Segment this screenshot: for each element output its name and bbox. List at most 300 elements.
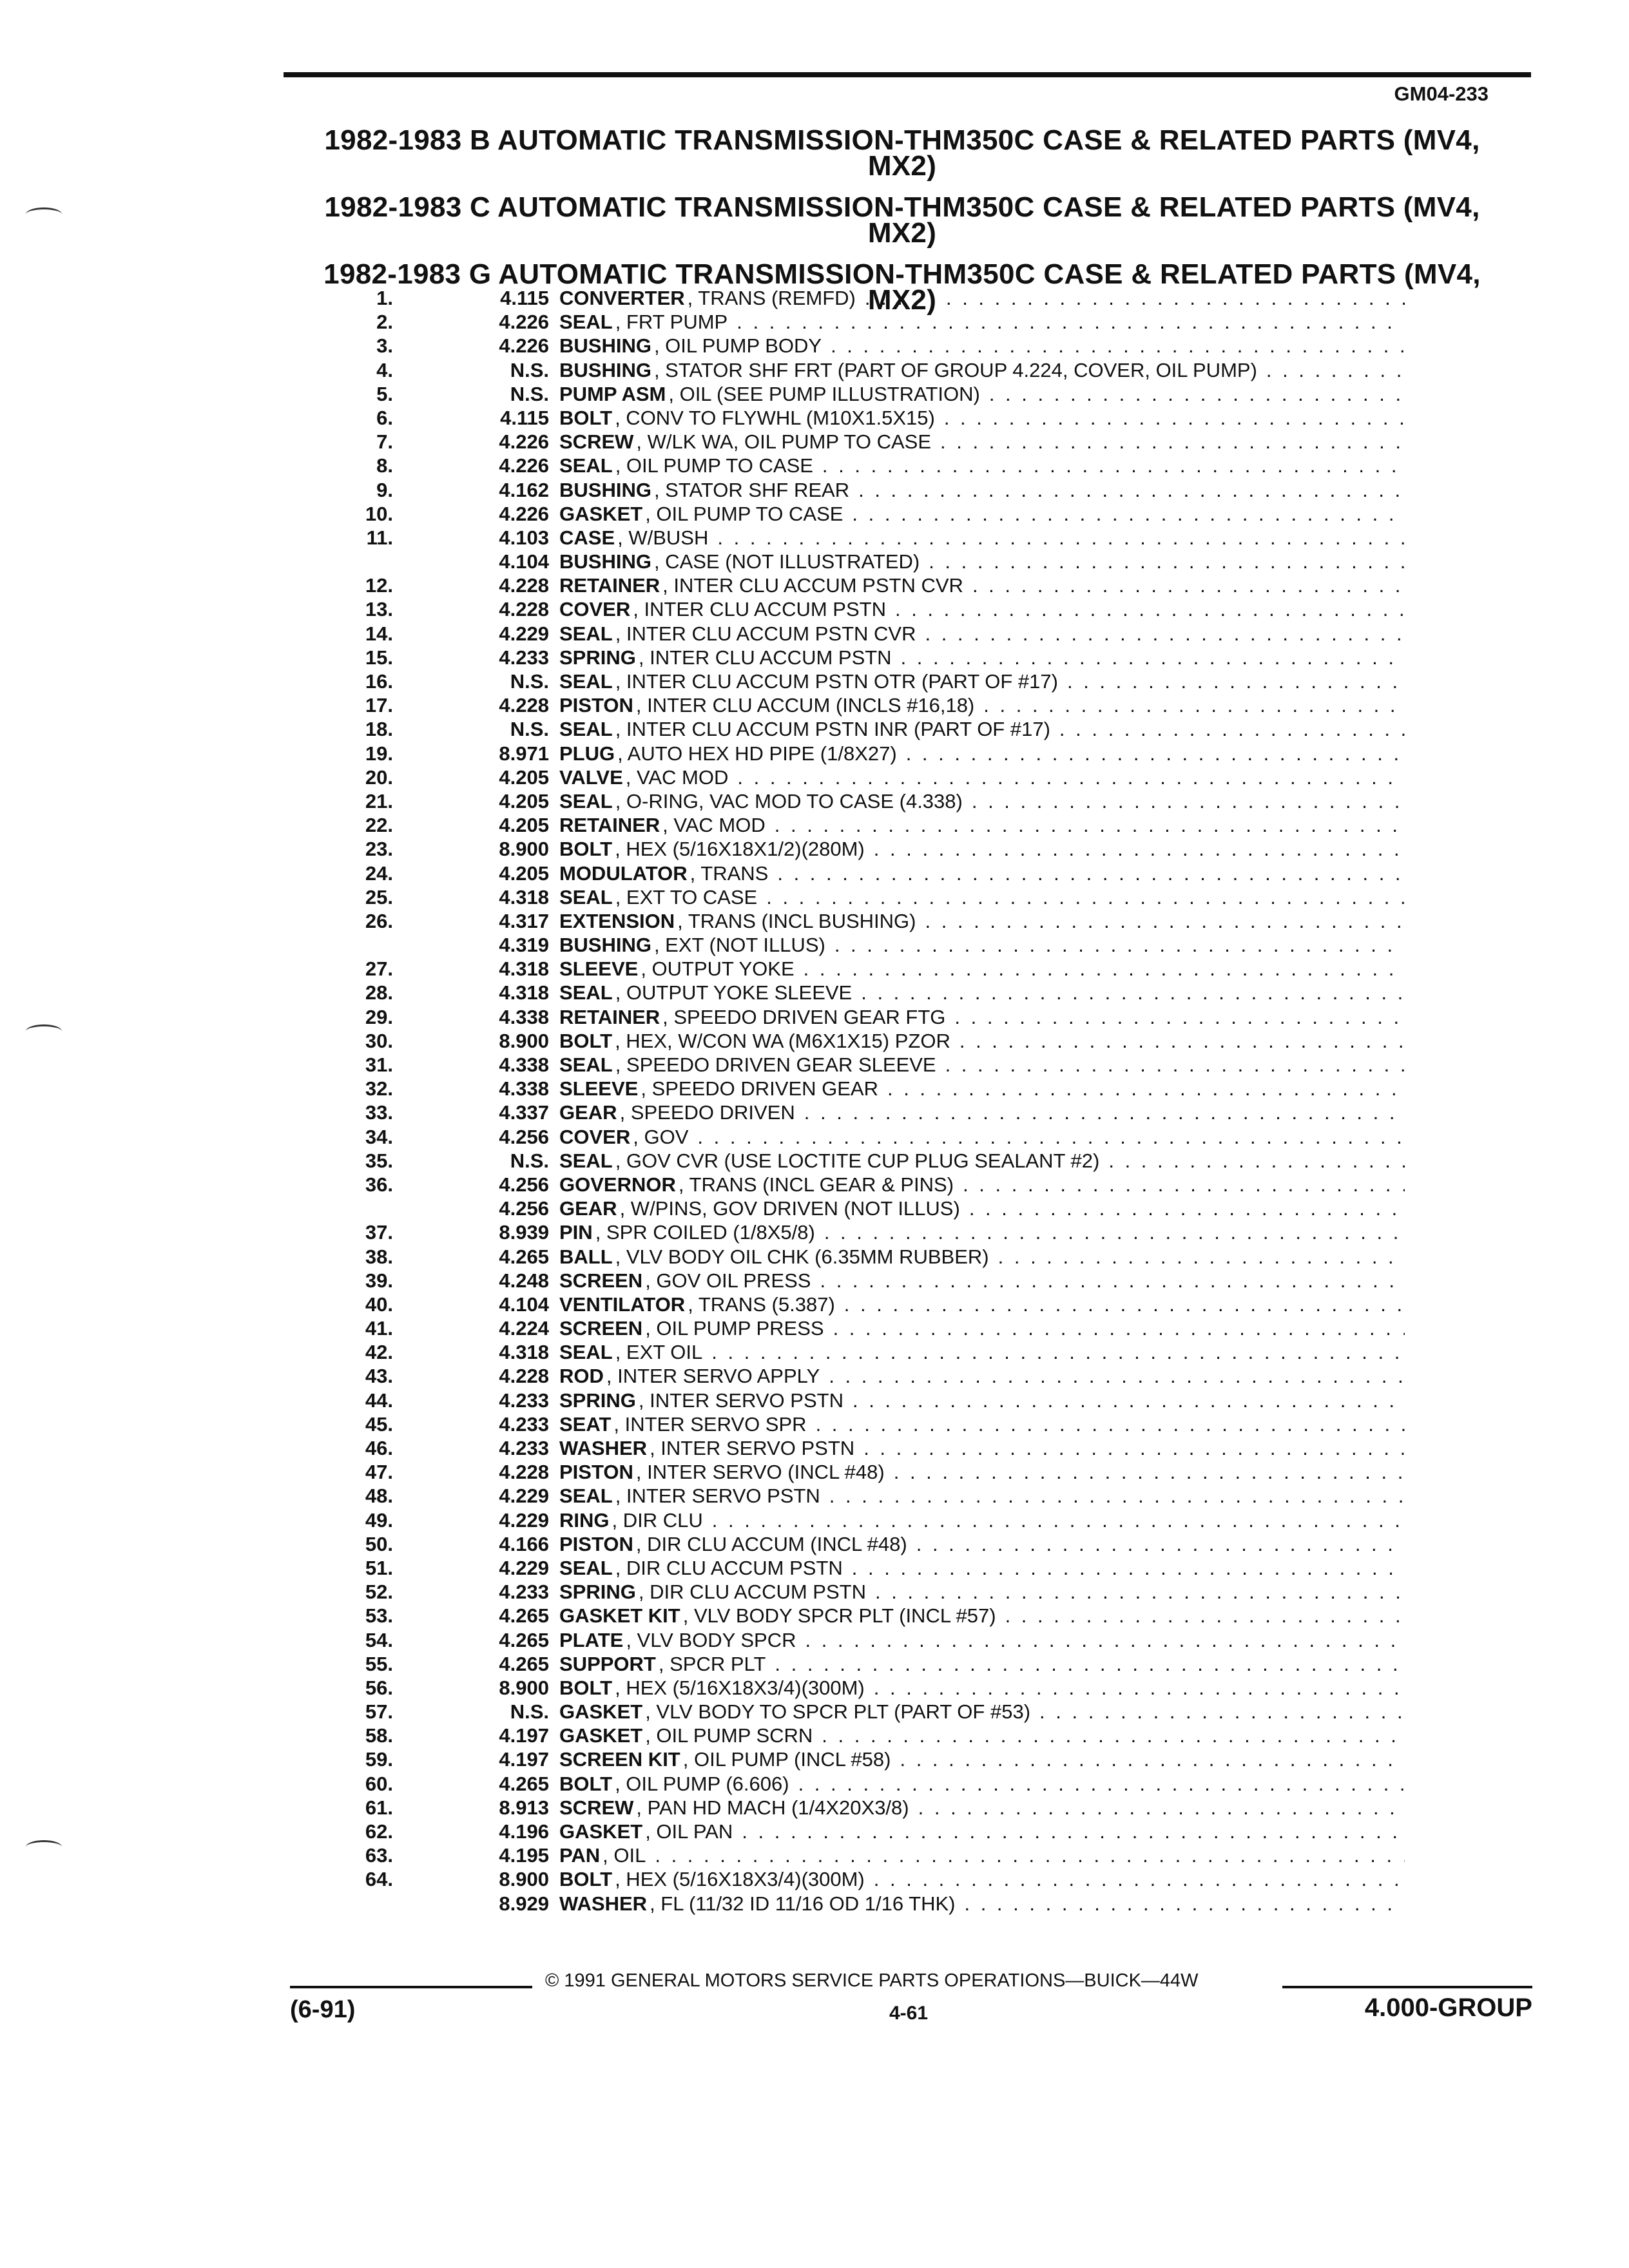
dot-leader bbox=[950, 1029, 1405, 1053]
part-name: PISTON bbox=[559, 694, 633, 717]
dot-leader bbox=[728, 765, 1405, 789]
group-number: 4.256 bbox=[499, 1173, 549, 1196]
group-number: 4.205 bbox=[499, 861, 549, 885]
item-number: 36. bbox=[365, 1173, 393, 1196]
part-description: , PAN HD MACH (1/4X20X3/8) bbox=[636, 1796, 909, 1819]
part-description: , O-RING, VAC MOD TO CASE (4.338) bbox=[615, 789, 963, 812]
title-c bbox=[271, 191, 1534, 249]
dot-leader bbox=[766, 1652, 1405, 1676]
part-description: , SPCR PLT bbox=[658, 1652, 766, 1675]
part-description: , EXT (NOT ILLUS) bbox=[653, 934, 825, 957]
footer-rule-right bbox=[1282, 1986, 1532, 1988]
item-number: 44. bbox=[365, 1389, 393, 1412]
group-number: 8.929 bbox=[499, 1892, 549, 1915]
item-number: 33. bbox=[365, 1101, 393, 1124]
dot-leader bbox=[907, 1532, 1405, 1556]
item-number: 47. bbox=[365, 1461, 393, 1484]
dot-leader bbox=[892, 646, 1405, 669]
part-description: , INTER SERVO PSTN bbox=[638, 1389, 843, 1412]
part-description: , OIL PUMP TO CASE bbox=[645, 502, 843, 525]
part-name: SEAL bbox=[559, 718, 613, 741]
part-name: SEAL bbox=[559, 981, 613, 1004]
item-number: 38. bbox=[365, 1245, 393, 1268]
item-number: 40. bbox=[365, 1293, 393, 1316]
dot-leader bbox=[815, 1220, 1405, 1244]
part-name: SEAL bbox=[559, 1341, 613, 1364]
group-number: 4.233 bbox=[499, 1389, 549, 1412]
dot-leader bbox=[820, 1364, 1405, 1388]
parts-row bbox=[322, 1652, 1405, 1676]
dot-leader bbox=[886, 597, 1405, 621]
part-name: SEAL bbox=[559, 311, 613, 334]
dot-leader bbox=[757, 885, 1405, 909]
item-number: 28. bbox=[365, 981, 393, 1004]
part-description: , SPEEDO DRIVEN GEAR SLEEVE bbox=[615, 1053, 936, 1076]
parts-row bbox=[322, 358, 1405, 382]
part-name: SLEEVE bbox=[559, 957, 639, 981]
dot-leader bbox=[766, 813, 1405, 837]
part-name: SEAL bbox=[559, 1485, 613, 1508]
item-number: 14. bbox=[365, 622, 393, 645]
parts-row bbox=[322, 789, 1405, 813]
parts-row bbox=[322, 1005, 1405, 1029]
footer-copyright: © 1991 GENERAL MOTORS SERVICE PARTS OPERATIONS—BUICK—44W bbox=[545, 1970, 1199, 1991]
parts-row bbox=[322, 693, 1405, 717]
part-description: , INTER SERVO PSTN bbox=[615, 1485, 820, 1508]
group-number: 4.256 bbox=[499, 1197, 549, 1220]
item-number: 41. bbox=[365, 1317, 393, 1340]
margin-binder-mark bbox=[26, 1024, 62, 1038]
parts-row bbox=[322, 1053, 1405, 1077]
part-name: BOLT bbox=[559, 1029, 613, 1052]
top-rule bbox=[284, 72, 1531, 77]
item-number: 53. bbox=[365, 1604, 393, 1628]
group-number: 4.265 bbox=[499, 1245, 549, 1268]
part-name: PLATE bbox=[559, 1628, 624, 1651]
item-number: 57. bbox=[365, 1700, 393, 1724]
part-name: BOLT bbox=[559, 406, 613, 429]
parts-row bbox=[322, 1556, 1405, 1580]
group-number: 4.228 bbox=[499, 1461, 549, 1484]
part-description: , INTER SERVO PSTN bbox=[650, 1437, 855, 1459]
item-number: 43. bbox=[365, 1365, 393, 1388]
dot-leader bbox=[909, 1796, 1405, 1820]
group-number: 4.197 bbox=[499, 1748, 549, 1771]
part-description: , CONV TO FLYWHL (M10X1.5X15) bbox=[615, 406, 935, 429]
dot-leader bbox=[854, 1436, 1405, 1460]
group-number: 4.265 bbox=[499, 1772, 549, 1795]
parts-row bbox=[322, 861, 1405, 885]
dot-leader bbox=[996, 1604, 1405, 1628]
parts-row bbox=[322, 526, 1405, 550]
part-name: RETAINER bbox=[559, 1005, 660, 1028]
part-name: SEAL bbox=[559, 670, 613, 693]
parts-row bbox=[322, 981, 1405, 1004]
item-number: 45. bbox=[365, 1412, 393, 1436]
parts-row bbox=[322, 286, 1405, 310]
dot-leader bbox=[843, 1556, 1405, 1580]
parts-row bbox=[322, 1196, 1405, 1220]
group-number: 4.228 bbox=[499, 1365, 549, 1388]
part-description: , DIR CLU ACCUM PSTN bbox=[615, 1556, 843, 1579]
part-description: , INTER CLU ACCUM PSTN INR (PART OF #17) bbox=[615, 718, 1050, 741]
dot-leader bbox=[843, 502, 1405, 526]
parts-row bbox=[322, 1796, 1405, 1820]
part-name: PIN bbox=[559, 1221, 593, 1244]
group-number: 4.318 bbox=[499, 885, 549, 908]
parts-row bbox=[322, 478, 1405, 502]
parts-row bbox=[322, 1340, 1405, 1364]
group-number: 4.229 bbox=[499, 1508, 549, 1532]
part-name: PLUG bbox=[559, 742, 615, 765]
group-number: 4.338 bbox=[499, 1005, 549, 1028]
part-name: CONVERTER bbox=[559, 287, 685, 309]
parts-row bbox=[322, 597, 1405, 621]
dot-leader bbox=[916, 622, 1405, 646]
parts-row bbox=[322, 334, 1405, 358]
item-number: 27. bbox=[365, 957, 393, 981]
parts-row bbox=[322, 310, 1405, 334]
dot-leader bbox=[891, 1747, 1405, 1771]
item-number: 8. bbox=[376, 454, 393, 477]
parts-row bbox=[322, 933, 1405, 957]
part-name: SCREW bbox=[559, 1796, 634, 1819]
dot-leader bbox=[931, 430, 1405, 454]
part-description: , GOV CVR (USE LOCTITE CUP PLUG SEALANT #2) bbox=[615, 1149, 1100, 1172]
title-b-line1: 1982-1983 B AUTOMATIC TRANSMISSION-THM350C CASE & RELATED PARTS (MV4, bbox=[324, 124, 1480, 156]
part-description: , INTER CLU ACCUM PSTN OTR (PART OF #17) bbox=[615, 670, 1058, 693]
group-number: N.S. bbox=[510, 718, 549, 741]
part-name: SEAL bbox=[559, 1053, 613, 1076]
title-c-line1: 1982-1983 C AUTOMATIC TRANSMISSION-THM350C CASE & RELATED PARTS (MV4, bbox=[324, 191, 1480, 223]
parts-row bbox=[322, 1867, 1405, 1891]
dot-leader bbox=[702, 1340, 1405, 1364]
dot-leader bbox=[822, 334, 1405, 358]
part-name: SEAL bbox=[559, 1556, 613, 1579]
item-number: 39. bbox=[365, 1269, 393, 1292]
item-number: 11. bbox=[366, 526, 393, 549]
part-description: , W/LK WA, OIL PUMP TO CASE bbox=[636, 430, 932, 454]
part-description: , STATOR SHF FRT (PART OF GROUP 4.224, COVER, OIL PUMP) bbox=[653, 358, 1257, 381]
parts-row bbox=[322, 1820, 1405, 1843]
parts-row bbox=[322, 813, 1405, 837]
group-number: 4.229 bbox=[499, 1485, 549, 1508]
item-number: 60. bbox=[365, 1772, 393, 1795]
item-number: 5. bbox=[376, 382, 393, 405]
part-description: , VLV BODY TO SPCR PLT (PART OF #53) bbox=[645, 1700, 1031, 1724]
parts-row bbox=[322, 1508, 1405, 1532]
part-name: SPRING bbox=[559, 1581, 636, 1604]
dot-leader bbox=[954, 1173, 1405, 1196]
parts-row bbox=[322, 885, 1405, 909]
part-name: SEAL bbox=[559, 789, 613, 812]
dot-leader bbox=[960, 1196, 1405, 1220]
parts-row bbox=[322, 573, 1405, 597]
dot-leader bbox=[795, 957, 1405, 981]
part-description: , OIL PUMP TO CASE bbox=[615, 454, 813, 477]
dot-leader bbox=[703, 1508, 1405, 1532]
part-name: GASKET bbox=[559, 1724, 643, 1747]
item-number: 20. bbox=[365, 765, 393, 789]
dot-leader bbox=[820, 1484, 1405, 1508]
part-name: SEAL bbox=[559, 622, 613, 645]
group-number: N.S. bbox=[510, 1700, 549, 1724]
part-name: SEAL bbox=[559, 885, 613, 908]
item-number: 51. bbox=[365, 1556, 393, 1579]
parts-row bbox=[322, 1436, 1405, 1460]
part-description: , DIR CLU ACCUM (INCL #48) bbox=[635, 1532, 907, 1555]
item-number: 22. bbox=[365, 814, 393, 837]
parts-row bbox=[322, 646, 1405, 669]
group-number: 4.233 bbox=[499, 646, 549, 669]
part-name: SLEEVE bbox=[559, 1077, 639, 1100]
part-description: , INTER CLU ACCUM PSTN CVR bbox=[662, 574, 963, 597]
part-description: , HEX (5/16X18X1/2)(280M) bbox=[615, 838, 865, 861]
group-number: 4.205 bbox=[499, 814, 549, 837]
part-name: BUSHING bbox=[559, 334, 651, 358]
parts-row bbox=[322, 1772, 1405, 1796]
dot-leader bbox=[885, 1460, 1405, 1484]
part-description: , HEX (5/16X18X3/4)(300M) bbox=[615, 1868, 865, 1891]
footer-date: (6-91) bbox=[290, 1996, 356, 2023]
item-number: 19. bbox=[365, 742, 393, 765]
group-number: 4.265 bbox=[499, 1628, 549, 1651]
dot-leader bbox=[813, 454, 1405, 477]
parts-row bbox=[322, 909, 1405, 933]
parts-row bbox=[322, 1220, 1405, 1244]
part-name: RETAINER bbox=[559, 814, 660, 837]
dot-leader bbox=[866, 1580, 1405, 1604]
group-number: 8.900 bbox=[499, 1676, 549, 1699]
parts-row bbox=[322, 1604, 1405, 1628]
group-number: N.S. bbox=[510, 1149, 549, 1172]
dot-leader bbox=[811, 1269, 1405, 1293]
part-name: BUSHING bbox=[559, 358, 651, 381]
parts-row bbox=[322, 1364, 1405, 1388]
group-number: 4.338 bbox=[499, 1053, 549, 1076]
part-description: , OUTPUT YOKE SLEEVE bbox=[615, 981, 853, 1004]
group-number: 4.233 bbox=[499, 1437, 549, 1459]
part-description: , OIL PUMP BODY bbox=[653, 334, 822, 358]
part-name: GASKET bbox=[559, 502, 643, 525]
parts-row bbox=[322, 1724, 1405, 1747]
part-description: , FRT PUMP bbox=[615, 311, 728, 334]
parts-row bbox=[322, 1029, 1405, 1053]
part-description: , VLV BODY OIL CHK (6.35MM RUBBER) bbox=[615, 1245, 989, 1268]
dot-leader bbox=[835, 1293, 1405, 1316]
dot-leader bbox=[789, 1772, 1405, 1796]
part-description: , VLV BODY SPCR PLT (INCL #57) bbox=[682, 1604, 996, 1628]
item-number: 10. bbox=[365, 502, 393, 525]
item-number: 64. bbox=[365, 1868, 393, 1891]
part-name: SCREEN bbox=[559, 1269, 643, 1292]
item-number: 42. bbox=[365, 1341, 393, 1364]
part-description: , OIL PUMP PRESS bbox=[645, 1317, 824, 1340]
part-name: WASHER bbox=[559, 1437, 648, 1459]
part-name: VENTILATOR bbox=[559, 1293, 686, 1316]
parts-row bbox=[322, 622, 1405, 646]
item-number: 18. bbox=[365, 718, 393, 741]
group-number: 4.104 bbox=[499, 550, 549, 573]
dot-leader bbox=[708, 526, 1405, 550]
title-b-line2: MX2) bbox=[867, 150, 937, 182]
item-number: 1. bbox=[376, 287, 393, 309]
group-number: 8.913 bbox=[499, 1796, 549, 1819]
part-name: PISTON bbox=[559, 1461, 633, 1484]
parts-row bbox=[322, 1269, 1405, 1293]
part-name: PISTON bbox=[559, 1532, 633, 1555]
part-name: GASKET KIT bbox=[559, 1604, 680, 1628]
dot-leader bbox=[916, 909, 1405, 933]
group-number: 4.162 bbox=[499, 478, 549, 501]
parts-row bbox=[322, 454, 1405, 477]
parts-row bbox=[322, 1077, 1405, 1100]
part-description: , SPEEDO DRIVEN GEAR bbox=[641, 1077, 878, 1100]
parts-row bbox=[322, 1892, 1405, 1916]
item-number: 48. bbox=[365, 1485, 393, 1508]
group-number: 4.233 bbox=[499, 1412, 549, 1436]
item-number: 26. bbox=[365, 909, 393, 932]
dot-leader bbox=[963, 789, 1405, 813]
dot-leader bbox=[1030, 1700, 1405, 1724]
group-number: 4.226 bbox=[499, 502, 549, 525]
parts-row bbox=[322, 1700, 1405, 1724]
part-name: RETAINER bbox=[559, 574, 660, 597]
parts-row bbox=[322, 1100, 1405, 1124]
item-number: 3. bbox=[376, 334, 393, 358]
group-number: 8.900 bbox=[499, 1868, 549, 1891]
dot-leader bbox=[955, 1892, 1405, 1916]
group-number: 4.226 bbox=[499, 454, 549, 477]
dot-leader bbox=[843, 1389, 1405, 1412]
dot-leader bbox=[865, 1867, 1405, 1891]
part-name: EXTENSION bbox=[559, 909, 675, 932]
group-number: 4.256 bbox=[499, 1125, 549, 1148]
dot-leader bbox=[1050, 717, 1405, 741]
part-name: GOVERNOR bbox=[559, 1173, 676, 1196]
group-number: 4.115 bbox=[500, 287, 549, 309]
parts-row bbox=[322, 1460, 1405, 1484]
group-number: 4.228 bbox=[499, 598, 549, 621]
group-number: 4.265 bbox=[499, 1652, 549, 1675]
item-number: 50. bbox=[365, 1532, 393, 1555]
group-number: 4.226 bbox=[499, 334, 549, 358]
part-name: GEAR bbox=[559, 1101, 617, 1124]
title-g-line2: MX2) bbox=[867, 284, 937, 316]
parts-row bbox=[322, 1628, 1405, 1652]
part-description: , SPR COILED (1/8X5/8) bbox=[595, 1221, 815, 1244]
group-number: 8.900 bbox=[499, 1029, 549, 1052]
group-number: 4.226 bbox=[499, 430, 549, 454]
group-number: 8.939 bbox=[499, 1221, 549, 1244]
group-number: 8.900 bbox=[499, 838, 549, 861]
item-number: 54. bbox=[365, 1628, 393, 1651]
parts-row bbox=[322, 1412, 1405, 1436]
footer-rule-left bbox=[290, 1986, 532, 1988]
item-number: 31. bbox=[365, 1053, 393, 1076]
dot-leader bbox=[688, 1125, 1405, 1149]
dot-leader bbox=[825, 933, 1405, 957]
part-name: BUSHING bbox=[559, 934, 651, 957]
dot-leader bbox=[878, 1077, 1405, 1100]
dot-leader bbox=[936, 1053, 1405, 1077]
part-name: SCREW bbox=[559, 430, 634, 454]
dot-leader bbox=[728, 310, 1405, 334]
group-number: 4.229 bbox=[499, 1556, 549, 1579]
dot-leader bbox=[1058, 669, 1405, 693]
dot-leader bbox=[963, 573, 1405, 597]
part-name: BOLT bbox=[559, 1676, 613, 1699]
item-number: 34. bbox=[365, 1125, 393, 1148]
parts-row bbox=[322, 957, 1405, 981]
part-description: , SPEEDO DRIVEN bbox=[619, 1101, 795, 1124]
part-description: , VLV BODY SPCR bbox=[626, 1628, 796, 1651]
part-name: CASE bbox=[559, 526, 615, 549]
part-description: , OIL PAN bbox=[645, 1820, 733, 1843]
part-description: , AUTO HEX HD PIPE (1/8X27) bbox=[617, 742, 897, 765]
dot-leader bbox=[1257, 358, 1405, 382]
part-description: , VAC MOD bbox=[625, 765, 729, 789]
part-name: SCREEN bbox=[559, 1317, 643, 1340]
part-description: , INTER CLU ACCUM (INCLS #16,18) bbox=[635, 694, 975, 717]
dot-leader bbox=[865, 837, 1405, 861]
item-number: 61. bbox=[365, 1796, 393, 1819]
dot-leader bbox=[945, 1005, 1405, 1029]
group-number: 4.319 bbox=[499, 934, 549, 957]
group-number: 4.224 bbox=[499, 1317, 549, 1340]
parts-row bbox=[322, 1843, 1405, 1867]
part-name: BUSHING bbox=[559, 478, 651, 501]
part-description: , STATOR SHF REAR bbox=[653, 478, 850, 501]
part-name: WASHER bbox=[559, 1892, 648, 1915]
title-b bbox=[271, 124, 1534, 182]
footer-page-number: 4-61 bbox=[889, 2003, 929, 2024]
group-number: 4.115 bbox=[500, 406, 549, 429]
item-number: 21. bbox=[365, 789, 393, 812]
dot-leader bbox=[856, 286, 1405, 310]
part-description: , EXT OIL bbox=[615, 1341, 703, 1364]
dot-leader bbox=[852, 981, 1405, 1004]
item-number: 9. bbox=[376, 478, 393, 501]
item-number: 30. bbox=[365, 1029, 393, 1052]
part-name: SPRING bbox=[559, 1389, 636, 1412]
parts-row bbox=[322, 1173, 1405, 1196]
group-number: 4.226 bbox=[499, 311, 549, 334]
item-number: 32. bbox=[365, 1077, 393, 1100]
part-description: , GOV OIL PRESS bbox=[645, 1269, 811, 1292]
part-description: , DIR CLU ACCUM PSTN bbox=[638, 1581, 866, 1604]
part-description: , W/BUSH bbox=[617, 526, 709, 549]
part-name: SCREEN KIT bbox=[559, 1748, 680, 1771]
parts-row bbox=[322, 1389, 1405, 1412]
dot-leader bbox=[974, 693, 1405, 717]
group-number: 4.318 bbox=[499, 981, 549, 1004]
item-number: 63. bbox=[365, 1844, 393, 1867]
parts-list bbox=[322, 286, 1405, 1916]
group-number: 4.338 bbox=[499, 1077, 549, 1100]
group-number: 4.196 bbox=[499, 1820, 549, 1843]
dot-leader bbox=[733, 1820, 1405, 1843]
part-name: SEAL bbox=[559, 454, 613, 477]
part-name: SEAL bbox=[559, 1149, 613, 1172]
parts-row bbox=[322, 837, 1405, 861]
parts-row bbox=[322, 1580, 1405, 1604]
part-description: , OIL PUMP (INCL #58) bbox=[682, 1748, 891, 1771]
part-name: BUSHING bbox=[559, 550, 651, 573]
part-name: BOLT bbox=[559, 1868, 613, 1891]
item-number: 29. bbox=[365, 1005, 393, 1028]
dot-leader bbox=[1099, 1149, 1405, 1173]
